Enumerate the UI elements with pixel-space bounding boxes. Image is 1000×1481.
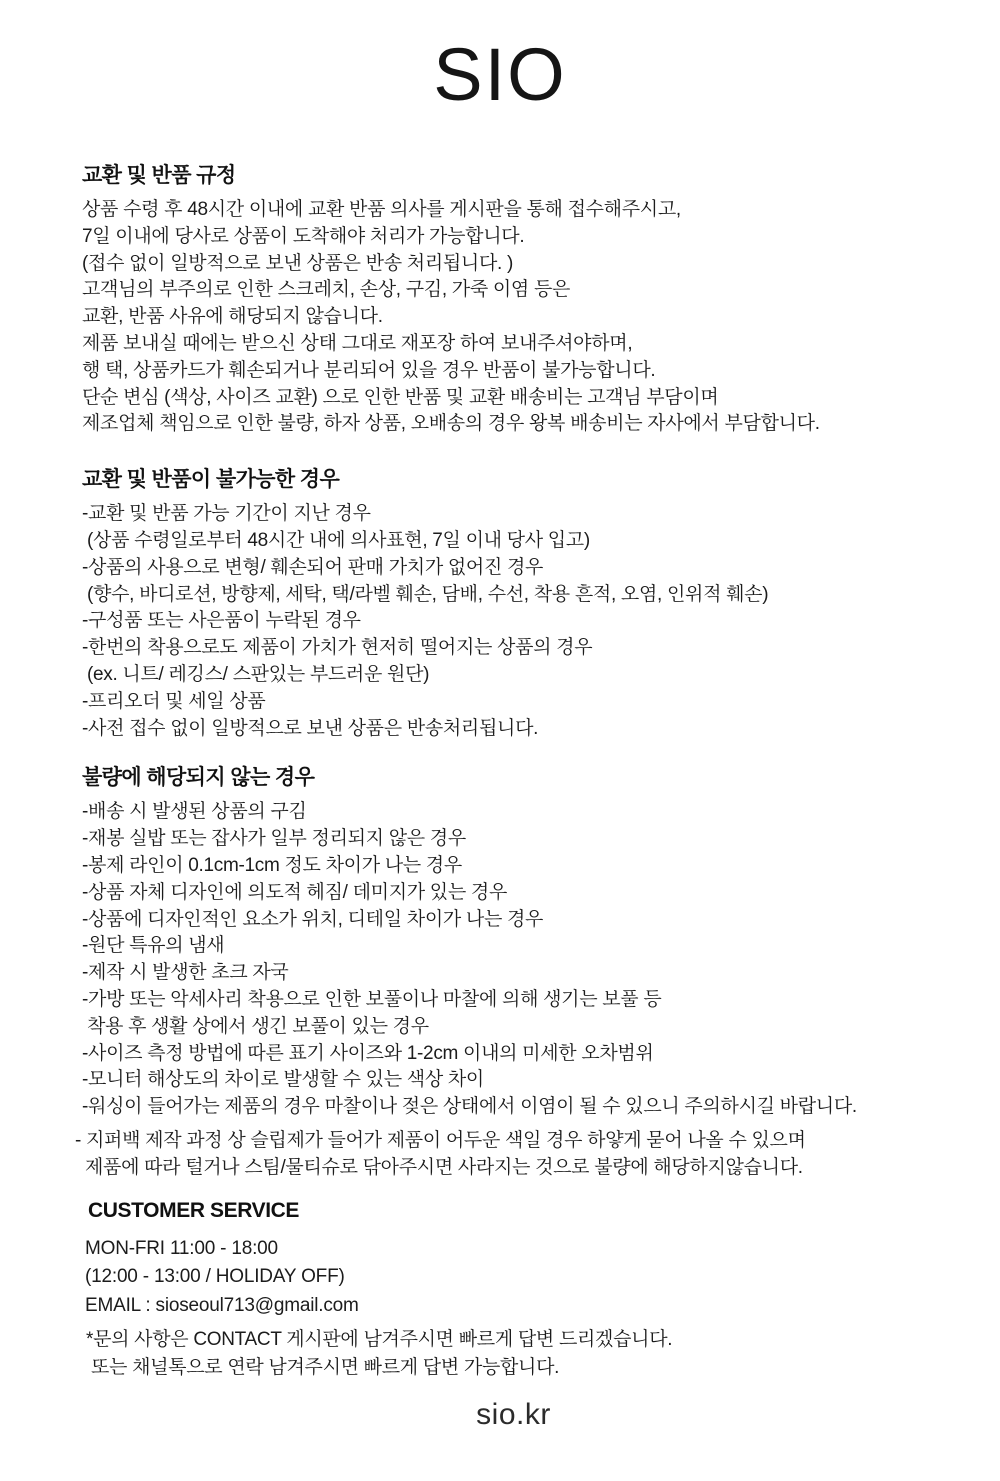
text-line: 제품 보내실 때에는 받으신 상태 그대로 재포장 하여 보내주셔야하며,: [82, 332, 633, 354]
section-exchange-return-policy: [82, 164, 945, 438]
text-line: 고객님의 부주의로 인한 스크레치, 손상, 구김, 가죽 이염 등은: [82, 279, 571, 301]
text-line: -모니터 해상도의 차이로 발생할 수 있는 색상 차이: [82, 1069, 484, 1091]
text-line: 제품에 따라 털거나 스팀/물티슈로 닦아주시면 사라지는 것으로 불량에 해당하지않습니다.: [75, 1156, 803, 1178]
text-line: (ex. 니트/ 레깅스/ 스판있는 부드러운 원단): [82, 663, 430, 685]
customer-service-notes: [86, 1326, 945, 1382]
text-line: -교환 및 반품 가능 기간이 지난 경우: [82, 503, 371, 525]
section-body: [82, 799, 945, 1121]
text-line: (상품 수령일로부터 48시간 내에 의사표현, 7일 이내 당사 입고): [82, 529, 590, 551]
text-line: (12:00 - 13:00 / HOLIDAY OFF): [85, 1266, 345, 1288]
text-line: 교환, 반품 사유에 해당되지 않습니다.: [82, 306, 383, 328]
section-heading: 교환 및 반품 규정: [82, 164, 236, 187]
section-body: [82, 501, 945, 742]
text-line: -제작 시 발생한 초크 자국: [82, 962, 289, 984]
section-exchange-return-impossible: [82, 468, 945, 742]
text-line: -상품의 사용으로 변형/ 훼손되어 판매 가치가 없어진 경우: [82, 556, 544, 578]
zipper-bag-note: [75, 1127, 945, 1181]
text-line: -봉제 라인이 0.1cm-1cm 정도 차이가 나는 경우: [82, 854, 462, 876]
customer-service-heading: CUSTOMER SERVICE: [88, 1198, 300, 1222]
text-line: -사이즈 측정 방법에 따른 표기 사이즈와 1-2cm 이내의 미세한 오차범위: [82, 1042, 654, 1064]
footer-domain: sio.kr: [476, 1397, 551, 1431]
text-line: -구성품 또는 사은품이 누락된 경우: [82, 610, 361, 632]
section-not-defective: [82, 766, 945, 1121]
text-line: -원단 특유의 냄새: [82, 935, 225, 957]
text-line: *문의 사항은 CONTACT 게시판에 남겨주시면 빠르게 답변 드리겠습니다.: [86, 1328, 673, 1350]
text-line: 상품 수령 후 48시간 이내에 교환 반품 의사를 게시판을 통해 접수해주시고,: [82, 199, 681, 220]
text-line: - 지퍼백 제작 과정 상 슬립제가 들어가 제품이 어두운 색일 경우 하얗게 묻어 나올 수 있으며: [75, 1129, 806, 1151]
text-line: (접수 없이 일방적으로 보낸 상품은 반송 처리됩니다. ): [82, 252, 514, 274]
text-line: -가방 또는 악세사리 착용으로 인한 보풀이나 마찰에 의해 생기는 보풀 등: [82, 988, 662, 1010]
text-line: -프리오더 및 세일 상품: [82, 690, 266, 712]
text-line: -워싱이 들어가는 제품의 경우 마찰이나 젖은 상태에서 이염이 될 수 있으니 주의하시길 바랍니다.: [82, 1096, 857, 1118]
text-line: -사전 접수 없이 일방적으로 보낸 상품은 반송처리됩니다.: [82, 717, 539, 739]
customer-service-section: [82, 1199, 945, 1382]
text-line: MON-FRI 11:00 - 18:00: [85, 1237, 278, 1259]
text-line: -배송 시 발생된 상품의 구김: [82, 801, 307, 823]
text-line: 또는 채널톡으로 연락 남겨주시면 빠르게 답변 가능합니다.: [86, 1356, 560, 1378]
text-line: -상품에 디자인적인 요소가 위치, 디테일 차이가 나는 경우: [82, 908, 544, 930]
text-line: -한번의 착용으로도 제품이 가치가 현저히 떨어지는 상품의 경우: [82, 637, 593, 659]
text-line: (향수, 바디로션, 방향제, 세탁, 택/라벨 훼손, 담배, 수선, 착용 흔적, 오염, 인위적 훼손): [82, 583, 769, 605]
text-line: 제조업체 책임으로 인한 불량, 하자 상품, 오배송의 경우 왕복 배송비는 자사에서 부담합니다.: [82, 413, 820, 435]
section-body: [82, 197, 945, 438]
customer-service-hours: [85, 1235, 945, 1320]
policy-content: [0, 164, 1000, 1432]
text-line: 7일 이내에 당사로 상품이 도착해야 처리가 가능합니다.: [82, 225, 525, 247]
section-heading: 교환 및 반품이 불가능한 경우: [82, 468, 340, 492]
brand-logo: SIO: [433, 33, 567, 116]
text-line: 착용 후 생활 상에서 생긴 보풀이 있는 경우: [82, 1015, 429, 1037]
text-line: -재봉 실밥 또는 잡사가 일부 정리되지 않은 경우: [82, 828, 466, 850]
text-line: 행 택, 상품카드가 훼손되거나 분리되어 있을 경우 반품이 불가능합니다.: [82, 359, 656, 381]
section-heading: 불량에 해당되지 않는 경우: [82, 766, 315, 790]
text-line: EMAIL : sioseoul713@gmail.com: [85, 1294, 359, 1316]
text-line: -상품 자체 디자인에 의도적 헤짐/ 데미지가 있는 경우: [82, 881, 507, 903]
text-line: 단순 변심 (색상, 사이즈 교환) 으로 인한 반품 및 교환 배송비는 고객님 부담이며: [82, 386, 719, 408]
